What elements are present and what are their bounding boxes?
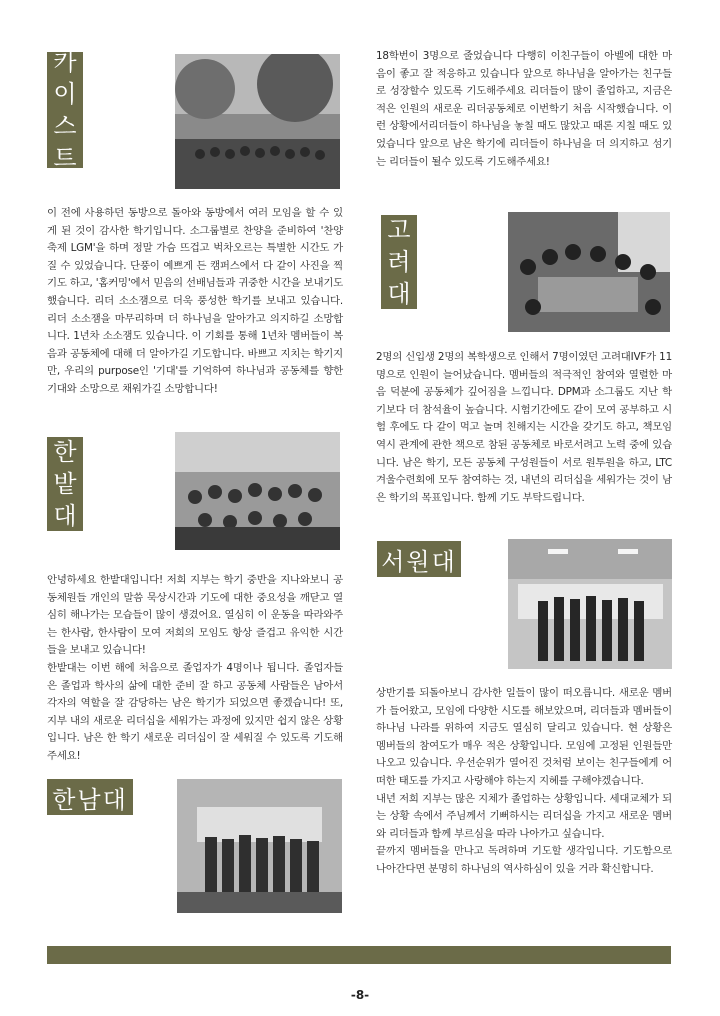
section-label-seowon: 서원대 <box>377 541 461 577</box>
hannam-text: 18학번이 3명으로 줄었습니다 다행히 이친구들이 아벨에 대한 마음이 좋고 잘 적응하고 있습니다 앞으로 하나님을 알아가는 친구들로 성장할수 있도록 기도해주세요 리더들이 많이 졸업하고, 지금은 적은 인원의 새로운 리더공동체로 이번학기 처음 시작했습니다. 이런 상황에서리더들이 하나님을 놓칠 때도 많았고 때론 지칠 때도 있었습니다 앞으로 남은 학기에 리더들이 하나님을 더 의지하고 섬기는 리더들이 될수 있도록 기도해주세요! <box>376 50 672 168</box>
label-char: 한 <box>53 438 77 466</box>
label-char: 대 <box>387 280 411 308</box>
label-char: 밭 <box>53 470 77 498</box>
kaist-text: 이 전에 사용하던 동방으로 돌아와 동방에서 여러 모임을 할 수 있게 된 것이 감사한 학기입니다. 소그룹별로 찬양을 준비하여 '찬양축제 LGM'을 하며 정말 가슴 뜨겁고 벅차오르는 특별한 시간도 가질 수 있었습니다. 단풍이 예쁘게 든 캠퍼스에서 다 같이 사진을 찍기도 하고, '홈커밍'에서 믿음의 선배님들과 귀중한 시간을 보내기도 했습니다. 리더 소소잼으로 더욱 풍성한 학기를 보내고 있습니다. 리더 소소잼을 마무리하며 더 하나님을 알아가고 의지하길 소망합니다. 1년차 소소잼도 있습니다. 이 기회를 통해 1년차 멤버들이 복음과 공동체에 대해 더 알아가길 기도합니다. 바쁘고 지치는 학기지만, 우리의 purpose인 '기대'를 기억하여 하나님과 공동체를 향한 기대와 소망으로 채워가길 소망합니다! <box>47 207 343 395</box>
label-char: 려 <box>387 248 411 276</box>
hanbat-group-photo <box>175 432 340 550</box>
seowon-text: 상반기를 되돌아보니 감사한 일들이 많이 떠오릅니다. 새로운 멤버가 들어왔고, 모임에 다양한 시도를 해보았으며, 리더들과 멤버들이 하나님 나라를 위하여 지금도 열심히 달리고 있습니다. 현 상황은 멤버들의 참여도가 매우 적은 상황입니다. 모임에 고정된 인원들만 나오고 있습니다. 우선순위가 열어진 것처럼 보이는 친구들에게 어떠한 태도를 가지고 사랑해야 하는지 지혜를 구해야겠습니다. 내년 저희 지부는 많은 지체가 졸업하는 상황입니다. 세대교체가 되는 상황 속에서 주님께서 기뻐하시는 리더십을 가지고 새로운 멤버와 리더들과 함께 부르심을 따라 나아가고 싶습니다. 끝까지 멤버들을 만나고 독려하며 기도할 생각입니다. 기도함으로 나아간다면 분명히 하나님의 역사하심이 있을 거라 확신합니다. <box>376 687 672 875</box>
seowon-group-photo <box>508 539 672 669</box>
korea-text: 2명의 신입생 2명의 복학생으로 인해서 7명이였던 고려대IVF가 11명으로 인원이 늘어났습니다. 멤버들의 적극적인 참여와 열렬한 마음 덕분에 공동체가 깊어짐을 느낍니다. DPM과 소그룹도 지난 학기보다 더 참석율이 높습니다. 시험기간에도 같이 모여 공부하고 시험 후에도 다 같이 먹고 놀며 친해지는 시간을 갖기도 하고, 책모임 역시 관계에 관한 책으로 참된 공동체로 바로서려고 노력 중에 있습니다. 남은 학기, 모든 공동체 구성원들이 서로 원투원을 하고, LTC 겨울수련회에 모두 참여하는 것, 내년의 리더십을 세워가는 것이 남은 학기의 목표입니다. 함께 기도 부탁드립니다. <box>376 351 672 504</box>
label-char: 트 <box>53 144 77 172</box>
korea-meeting-photo <box>508 212 670 332</box>
kaist-group-photo <box>175 54 340 189</box>
section-label-korea <box>381 215 417 309</box>
footer-bar <box>47 946 671 964</box>
label-char: 스 <box>53 112 77 140</box>
page-number: -8- <box>350 988 370 1002</box>
section-label-hannam: 한남대 <box>47 779 133 815</box>
label-char: 고 <box>387 216 411 244</box>
section-label-kaist <box>47 48 83 172</box>
label-char: 대 <box>53 502 77 530</box>
label-char: 이 <box>53 80 77 108</box>
section-label-hanbat <box>47 437 83 531</box>
label-char: 카 <box>53 48 77 76</box>
hannam-group-photo <box>177 779 342 913</box>
hanbat-text: 안녕하세요 한밭대입니다! 저희 지부는 학기 중반을 지나와보니 공동체원들 개인의 말씀 묵상시간과 기도에 대한 중요성을 깨닫고 열심히 해나가는 모습들이 많이 생겼어요. 열심히 이 운동을 따라와주는 한사람, 한사람이 모여 저희의 모임도 항상 즐겁고 유익한 시간들을 보내고 있습니다! 한밭대는 이번 해에 처음으로 졸업자가 4명이나 됩니다. 졸업자들은 졸업과 학사의 삶에 대한 준비 잘 하고 공동체 사람들은 남아서 각자의 역할을 잘 감당하는 남은 학기가 되었으면 좋겠습니다! 또, 지부 내의 새로운 리더십을 세워가는 과정에 있지만 쉽지 않은 상황입니다. 남은 한 학기 새로운 리더십이 잘 세워질 수 있도록 기도해주세요! <box>47 574 343 762</box>
